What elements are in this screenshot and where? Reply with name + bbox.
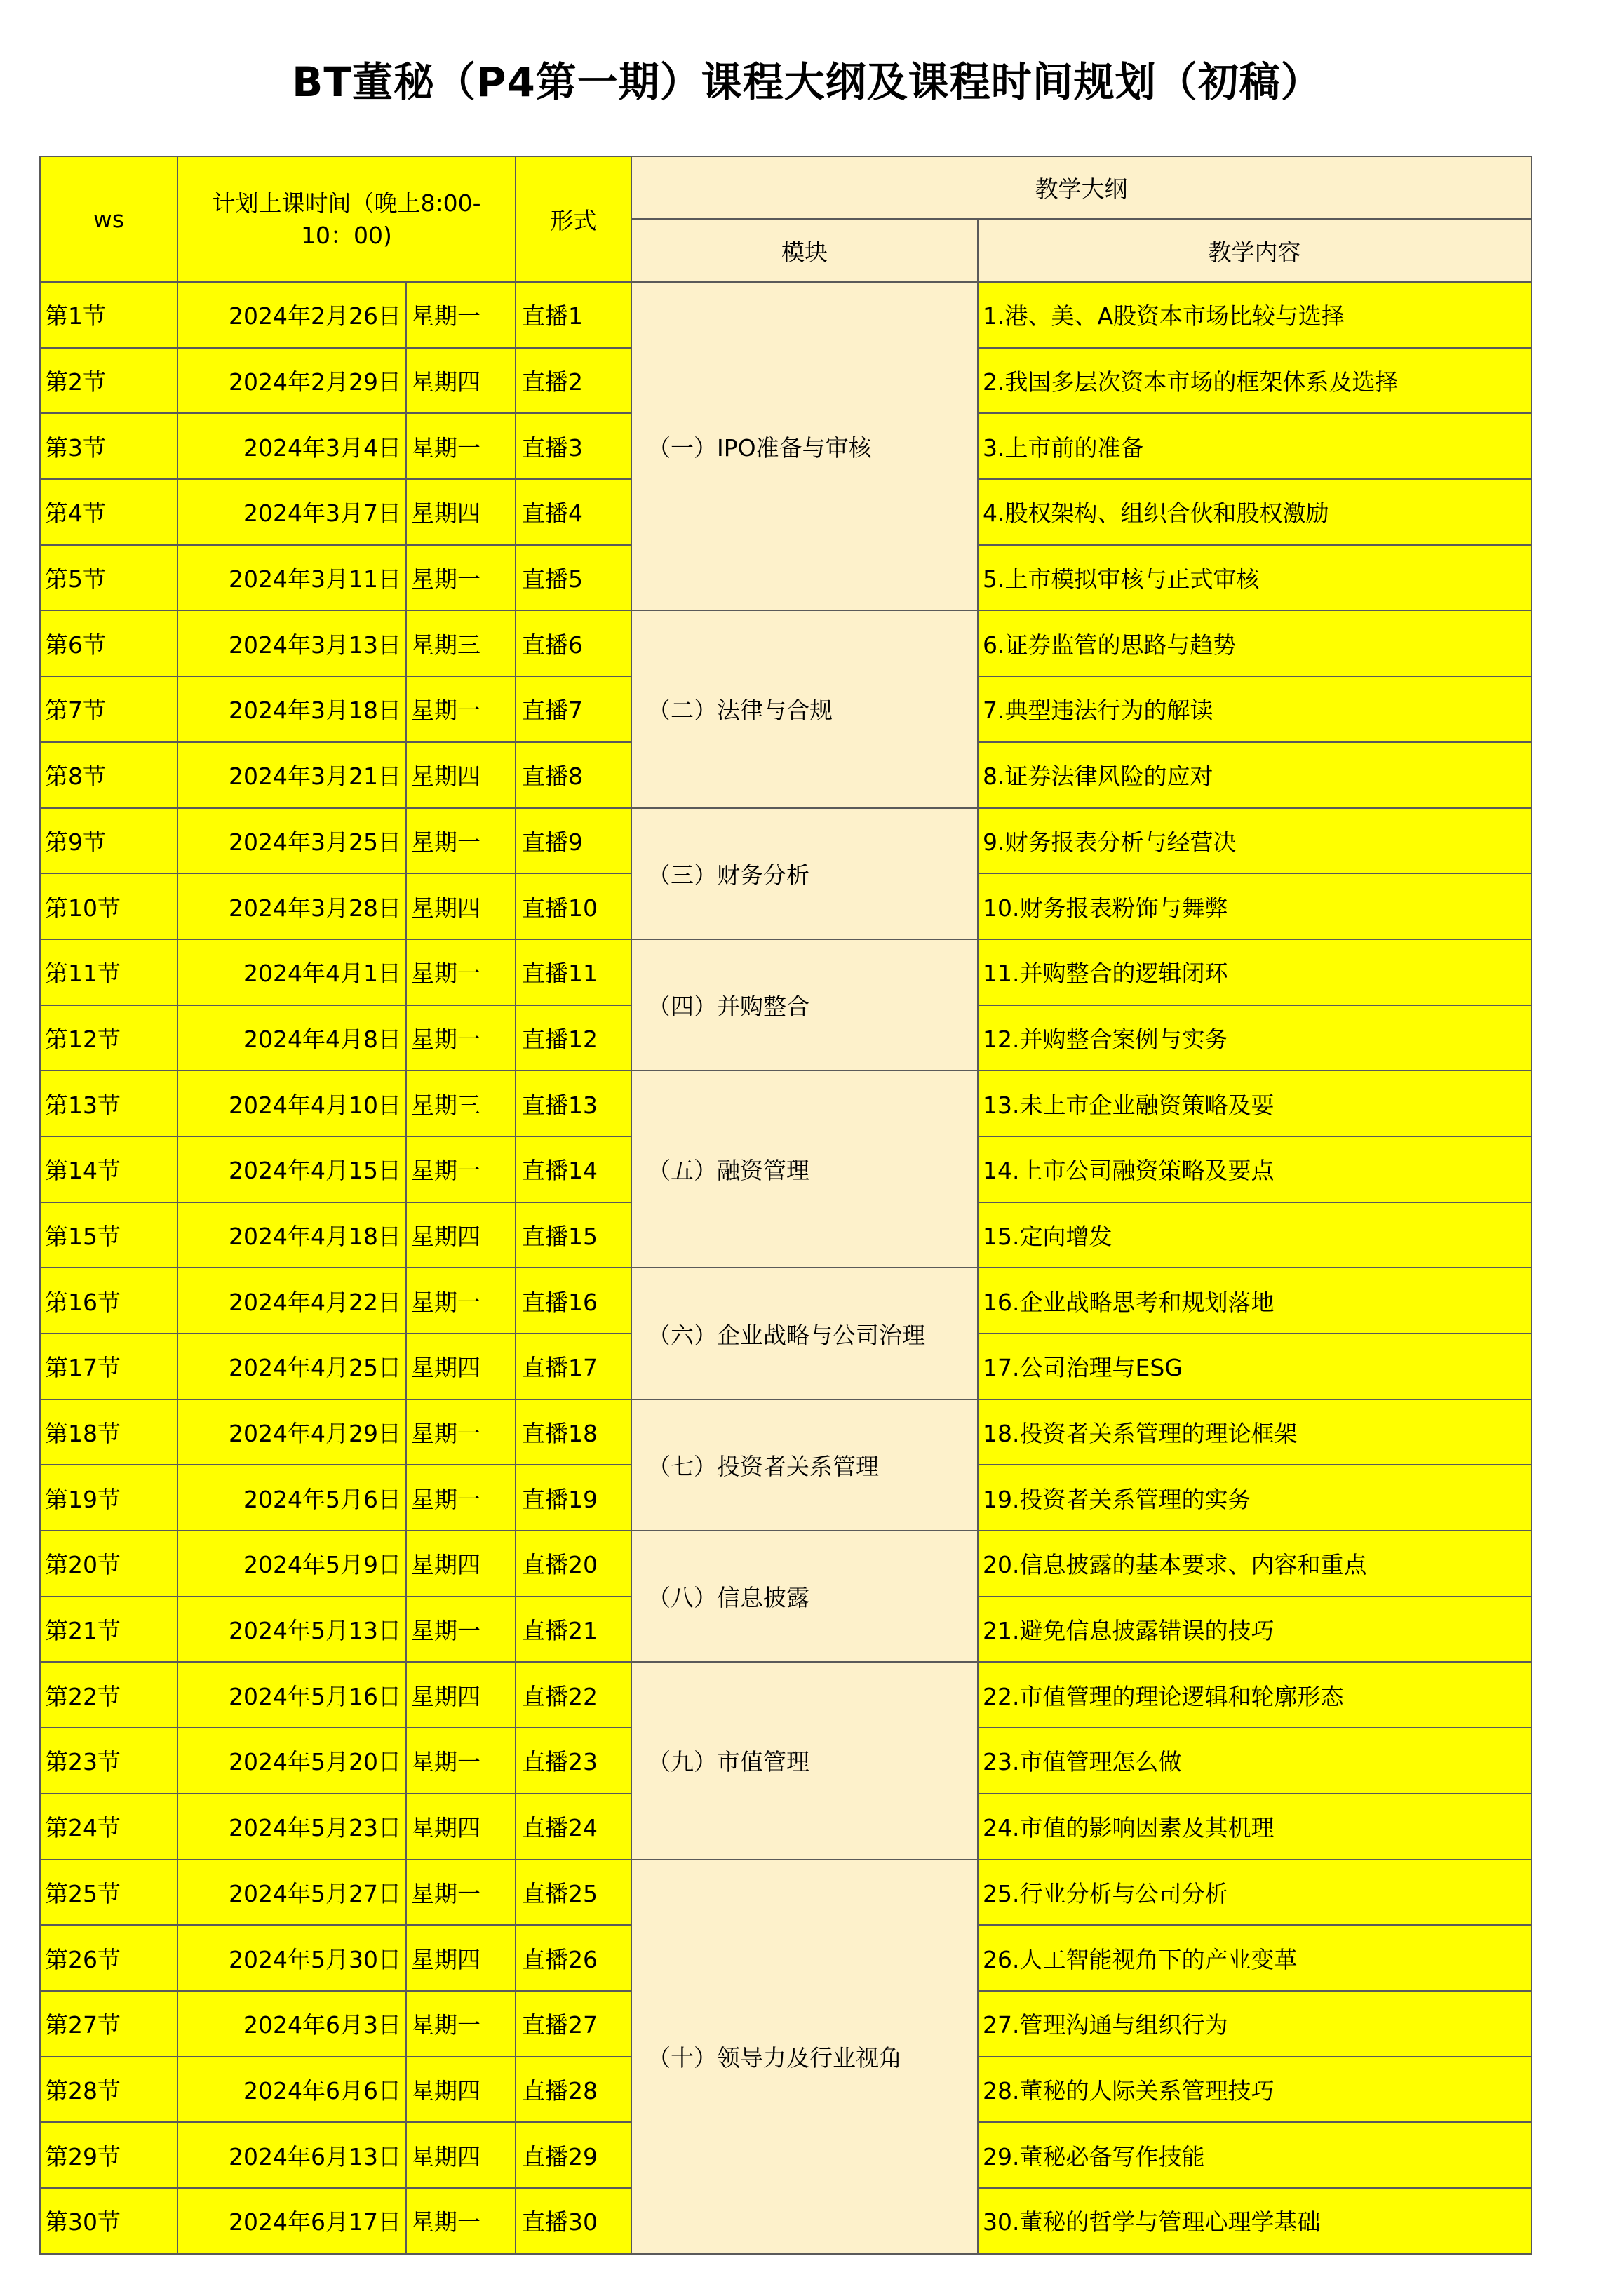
lesson-format: 直播22 <box>516 1662 631 1728</box>
lesson-format: 直播9 <box>516 808 631 874</box>
lesson-content: 14.上市公司融资策略及要点 <box>978 1136 1531 1202</box>
lesson-weekday: 星期一 <box>406 1268 516 1334</box>
lesson-number: 第7节 <box>40 676 177 742</box>
lesson-format: 直播8 <box>516 742 631 808</box>
lesson-date: 2024年5月27日 <box>177 1860 406 1926</box>
lesson-weekday: 星期一 <box>406 1465 516 1531</box>
header-content: 教学内容 <box>978 219 1531 282</box>
lesson-content: 20.信息披露的基本要求、内容和重点 <box>978 1531 1531 1597</box>
lesson-weekday: 星期一 <box>406 1136 516 1202</box>
lesson-date: 2024年5月16日 <box>177 1662 406 1728</box>
lesson-weekday: 星期一 <box>406 545 516 611</box>
lesson-format: 直播27 <box>516 1991 631 2057</box>
lesson-content: 16.企业战略思考和规划落地 <box>978 1268 1531 1334</box>
lesson-format: 直播21 <box>516 1597 631 1663</box>
lesson-number: 第12节 <box>40 1005 177 1071</box>
lesson-content: 17.公司治理与ESG <box>978 1334 1531 1399</box>
lesson-content: 9.财务报表分析与经营决 <box>978 808 1531 874</box>
lesson-content: 18.投资者关系管理的理论框架 <box>978 1399 1531 1465</box>
module-name: （三）财务分析 <box>631 808 978 939</box>
lesson-format: 直播2 <box>516 348 631 414</box>
module-name: （七）投资者关系管理 <box>631 1399 978 1531</box>
lesson-number: 第4节 <box>40 479 177 545</box>
lesson-format: 直播4 <box>516 479 631 545</box>
lesson-number: 第27节 <box>40 1991 177 2057</box>
lesson-number: 第5节 <box>40 545 177 611</box>
module-name: （九）市值管理 <box>631 1662 978 1859</box>
lesson-weekday: 星期一 <box>406 2188 516 2254</box>
lesson-weekday: 星期一 <box>406 1399 516 1465</box>
table-row <box>40 1860 1531 1926</box>
lesson-number: 第9节 <box>40 808 177 874</box>
lesson-number: 第29节 <box>40 2122 177 2188</box>
lesson-content: 15.定向增发 <box>978 1202 1531 1268</box>
lesson-weekday: 星期四 <box>406 1531 516 1597</box>
lesson-content: 22.市值管理的理论逻辑和轮廓形态 <box>978 1662 1531 1728</box>
lesson-format: 直播18 <box>516 1399 631 1465</box>
lesson-weekday: 星期三 <box>406 610 516 676</box>
lesson-weekday: 星期四 <box>406 1202 516 1268</box>
lesson-date: 2024年6月6日 <box>177 2057 406 2123</box>
lesson-content: 13.未上市企业融资策略及要 <box>978 1070 1531 1136</box>
lesson-format: 直播10 <box>516 873 631 939</box>
lesson-date: 2024年3月18日 <box>177 676 406 742</box>
lesson-format: 直播28 <box>516 2057 631 2123</box>
lesson-content: 30.董秘的哲学与管理心理学基础 <box>978 2188 1531 2254</box>
lesson-number: 第17节 <box>40 1334 177 1399</box>
lesson-number: 第1节 <box>40 282 177 348</box>
lesson-content: 4.股权架构、组织合伙和股权激励 <box>978 479 1531 545</box>
table-row <box>40 939 1531 1005</box>
table-row <box>40 1268 1531 1334</box>
lesson-date: 2024年5月13日 <box>177 1597 406 1663</box>
lesson-format: 直播20 <box>516 1531 631 1597</box>
lesson-number: 第21节 <box>40 1597 177 1663</box>
lesson-number: 第22节 <box>40 1662 177 1728</box>
lesson-weekday: 星期一 <box>406 1728 516 1794</box>
lesson-format: 直播19 <box>516 1465 631 1531</box>
lesson-number: 第13节 <box>40 1070 177 1136</box>
lesson-date: 2024年5月6日 <box>177 1465 406 1531</box>
lesson-number: 第14节 <box>40 1136 177 1202</box>
lesson-weekday: 星期四 <box>406 479 516 545</box>
module-name: （四）并购整合 <box>631 939 978 1070</box>
header-module: 模块 <box>631 219 978 282</box>
lesson-format: 直播30 <box>516 2188 631 2254</box>
lesson-format: 直播7 <box>516 676 631 742</box>
lesson-weekday: 星期一 <box>406 808 516 874</box>
lesson-date: 2024年3月28日 <box>177 873 406 939</box>
lesson-number: 第23节 <box>40 1728 177 1794</box>
course-schedule-table <box>39 156 1532 2255</box>
lesson-format: 直播11 <box>516 939 631 1005</box>
module-name: （六）企业战略与公司治理 <box>631 1268 978 1399</box>
lesson-date: 2024年4月29日 <box>177 1399 406 1465</box>
lesson-content: 2.我国多层次资本市场的框架体系及选择 <box>978 348 1531 414</box>
lesson-content: 19.投资者关系管理的实务 <box>978 1465 1531 1531</box>
lesson-weekday: 星期一 <box>406 676 516 742</box>
lesson-format: 直播5 <box>516 545 631 611</box>
lesson-date: 2024年5月30日 <box>177 1925 406 1991</box>
module-name: （五）融资管理 <box>631 1070 978 1268</box>
lesson-date: 2024年3月21日 <box>177 742 406 808</box>
table-row <box>40 282 1531 348</box>
table-row <box>40 1070 1531 1136</box>
lesson-date: 2024年5月9日 <box>177 1531 406 1597</box>
lesson-weekday: 星期四 <box>406 1334 516 1399</box>
lesson-content: 23.市值管理怎么做 <box>978 1728 1531 1794</box>
lesson-date: 2024年3月4日 <box>177 413 406 479</box>
lesson-content: 26.人工智能视角下的产业变革 <box>978 1925 1531 1991</box>
lesson-number: 第26节 <box>40 1925 177 1991</box>
lesson-format: 直播12 <box>516 1005 631 1071</box>
schedule-body <box>40 282 1531 2254</box>
lesson-date: 2024年5月23日 <box>177 1794 406 1860</box>
lesson-weekday: 星期一 <box>406 1005 516 1071</box>
lesson-number: 第18节 <box>40 1399 177 1465</box>
lesson-date: 2024年4月25日 <box>177 1334 406 1399</box>
lesson-number: 第8节 <box>40 742 177 808</box>
lesson-weekday: 星期一 <box>406 413 516 479</box>
lesson-content: 28.董秘的人际关系管理技巧 <box>978 2057 1531 2123</box>
lesson-date: 2024年3月11日 <box>177 545 406 611</box>
table-row <box>40 1399 1531 1465</box>
lesson-format: 直播23 <box>516 1728 631 1794</box>
lesson-weekday: 星期四 <box>406 873 516 939</box>
lesson-weekday: 星期四 <box>406 1794 516 1860</box>
lesson-weekday: 星期四 <box>406 2057 516 2123</box>
lesson-date: 2024年3月25日 <box>177 808 406 874</box>
header-syllabus: 教学大纲 <box>631 156 1531 219</box>
lesson-number: 第30节 <box>40 2188 177 2254</box>
lesson-weekday: 星期三 <box>406 1070 516 1136</box>
module-name: （一）IPO准备与审核 <box>631 282 978 610</box>
lesson-number: 第16节 <box>40 1268 177 1334</box>
lesson-date: 2024年4月15日 <box>177 1136 406 1202</box>
lesson-date: 2024年4月22日 <box>177 1268 406 1334</box>
table-row <box>40 808 1531 874</box>
lesson-weekday: 星期四 <box>406 1662 516 1728</box>
header-format: 形式 <box>516 156 631 282</box>
lesson-date: 2024年3月7日 <box>177 479 406 545</box>
lesson-weekday: 星期一 <box>406 1991 516 2057</box>
lesson-content: 27.管理沟通与组织行为 <box>978 1991 1531 2057</box>
lesson-date: 2024年4月18日 <box>177 1202 406 1268</box>
lesson-format: 直播24 <box>516 1794 631 1860</box>
lesson-format: 直播1 <box>516 282 631 348</box>
lesson-content: 24.市值的影响因素及其机理 <box>978 1794 1531 1860</box>
lesson-content: 21.避免信息披露错误的技巧 <box>978 1597 1531 1663</box>
lesson-content: 12.并购整合案例与实务 <box>978 1005 1531 1071</box>
lesson-date: 2024年2月29日 <box>177 348 406 414</box>
lesson-format: 直播17 <box>516 1334 631 1399</box>
lesson-date: 2024年2月26日 <box>177 282 406 348</box>
lesson-date: 2024年5月20日 <box>177 1728 406 1794</box>
lesson-format: 直播3 <box>516 413 631 479</box>
lesson-format: 直播25 <box>516 1860 631 1926</box>
header-ws: ws <box>40 156 177 282</box>
lesson-number: 第6节 <box>40 610 177 676</box>
lesson-date: 2024年4月1日 <box>177 939 406 1005</box>
lesson-number: 第10节 <box>40 873 177 939</box>
lesson-date: 2024年4月10日 <box>177 1070 406 1136</box>
lesson-format: 直播13 <box>516 1070 631 1136</box>
lesson-content: 11.并购整合的逻辑闭环 <box>978 939 1531 1005</box>
lesson-content: 3.上市前的准备 <box>978 413 1531 479</box>
lesson-content: 1.港、美、A股资本市场比较与选择 <box>978 282 1531 348</box>
lesson-format: 直播16 <box>516 1268 631 1334</box>
lesson-content: 25.行业分析与公司分析 <box>978 1860 1531 1926</box>
lesson-number: 第25节 <box>40 1860 177 1926</box>
lesson-weekday: 星期四 <box>406 742 516 808</box>
table-row <box>40 1531 1531 1597</box>
header-planned-time: 计划上课时间（晚上8:00-10：00) <box>177 156 516 282</box>
lesson-number: 第24节 <box>40 1794 177 1860</box>
lesson-format: 直播14 <box>516 1136 631 1202</box>
table-row <box>40 1662 1531 1728</box>
lesson-number: 第3节 <box>40 413 177 479</box>
lesson-number: 第11节 <box>40 939 177 1005</box>
lesson-content: 10.财务报表粉饰与舞弊 <box>978 873 1531 939</box>
table-row <box>40 610 1531 676</box>
lesson-weekday: 星期四 <box>406 348 516 414</box>
lesson-content: 7.典型违法行为的解读 <box>978 676 1531 742</box>
lesson-format: 直播26 <box>516 1925 631 1991</box>
lesson-number: 第2节 <box>40 348 177 414</box>
lesson-format: 直播29 <box>516 2122 631 2188</box>
lesson-date: 2024年4月8日 <box>177 1005 406 1071</box>
lesson-date: 2024年6月13日 <box>177 2122 406 2188</box>
module-name: （十）领导力及行业视角 <box>631 1860 978 2254</box>
lesson-number: 第28节 <box>40 2057 177 2123</box>
lesson-weekday: 星期一 <box>406 939 516 1005</box>
lesson-weekday: 星期一 <box>406 1860 516 1926</box>
lesson-weekday: 星期四 <box>406 2122 516 2188</box>
page-title: BT董秘（P4第一期）课程大纲及课程时间规划（初稿） <box>292 58 1322 106</box>
lesson-number: 第20节 <box>40 1531 177 1597</box>
lesson-number: 第15节 <box>40 1202 177 1268</box>
lesson-content: 8.证券法律风险的应对 <box>978 742 1531 808</box>
module-name: （二）法律与合规 <box>631 610 978 807</box>
lesson-content: 5.上市模拟审核与正式审核 <box>978 545 1531 611</box>
lesson-content: 29.董秘必备写作技能 <box>978 2122 1531 2188</box>
module-name: （八）信息披露 <box>631 1531 978 1662</box>
lesson-weekday: 星期一 <box>406 1597 516 1663</box>
lesson-date: 2024年3月13日 <box>177 610 406 676</box>
lesson-weekday: 星期一 <box>406 282 516 348</box>
lesson-number: 第19节 <box>40 1465 177 1531</box>
lesson-date: 2024年6月17日 <box>177 2188 406 2254</box>
lesson-date: 2024年6月3日 <box>177 1991 406 2057</box>
lesson-content: 6.证券监管的思路与趋势 <box>978 610 1531 676</box>
lesson-format: 直播6 <box>516 610 631 676</box>
lesson-format: 直播15 <box>516 1202 631 1268</box>
lesson-weekday: 星期四 <box>406 1925 516 1991</box>
